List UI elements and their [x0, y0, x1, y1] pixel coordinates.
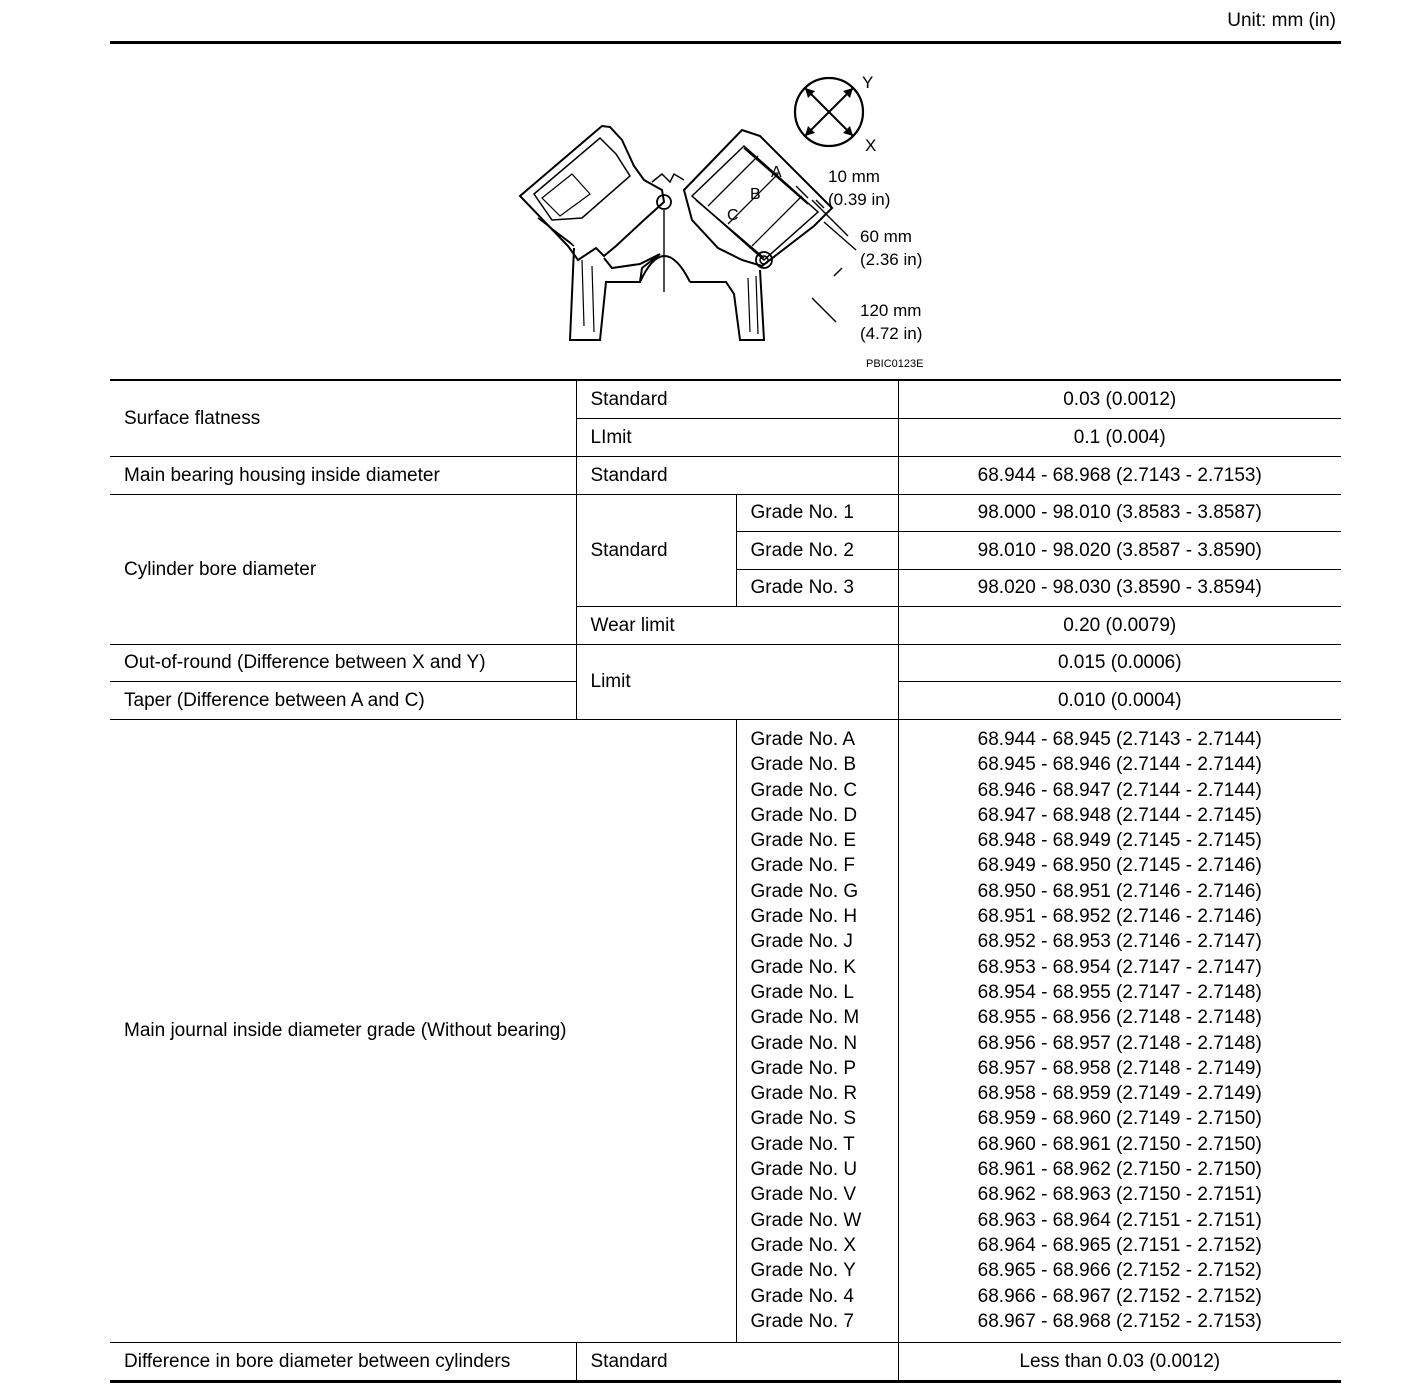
out-of-round-label: Out-of-round (Difference between X and Y)	[110, 645, 576, 682]
main-journal-grade: Grade No. G	[750, 880, 859, 902]
dim-60mm: 60 mm	[860, 227, 912, 246]
cylinder-bore-grade: Grade No. 2	[736, 532, 898, 570]
main-journal-grade: Grade No. N	[750, 1032, 858, 1054]
main-journal-grade: Grade No. Y	[750, 1260, 856, 1282]
main-journal-grade: Grade No. H	[750, 906, 858, 928]
table-row	[110, 495, 1341, 532]
wear-limit-value: 0.20 (0.0079)	[898, 607, 1341, 645]
main-journal-label: Main journal inside diameter grade (Without bearing)	[110, 720, 736, 1343]
main-journal-grade: Grade No. P	[750, 1057, 857, 1079]
main-journal-grade: Grade No. 4	[750, 1285, 854, 1307]
main-journal-grade-value: 68.964 - 68.965 (2.7151 - 2.7152)	[977, 1234, 1262, 1256]
cylinder-bore-grade-value: 98.020 - 98.030 (3.8590 - 3.8594)	[898, 570, 1341, 607]
main-journal-grade: Grade No. T	[750, 1133, 855, 1155]
main-journal-grade-value: 68.953 - 68.954 (2.7147 - 2.7147)	[977, 956, 1262, 978]
cylinder-bore-standard-label: Standard	[576, 495, 736, 607]
main-bearing-label: Main bearing housing inside diameter	[110, 457, 576, 495]
engine-block	[520, 126, 832, 340]
main-journal-grade-value: 68.949 - 68.950 (2.7145 - 2.7146)	[977, 855, 1262, 877]
figure-code: PBIC0123E	[866, 358, 924, 370]
point-a-label: A	[771, 164, 782, 181]
main-journal-grade-value: 68.944 - 68.945 (2.7143 - 2.7144)	[977, 729, 1262, 750]
limit-label: Limit	[576, 645, 898, 720]
main-journal-grade: Grade No. R	[750, 1083, 858, 1105]
dim-120mm: 120 mm	[860, 301, 922, 320]
table-row	[110, 1343, 1341, 1382]
main-journal-grade-value: 68.947 - 68.948 (2.7144 - 2.7145)	[977, 804, 1262, 826]
surface-flatness-limit-label: LImit	[576, 419, 898, 457]
table-row	[110, 457, 1341, 495]
main-journal-grade: Grade No. X	[750, 1234, 857, 1256]
main-journal-grade: Grade No. B	[750, 754, 857, 776]
cylinder-bore-grade: Grade No. 3	[736, 570, 898, 607]
main-journal-grade: Grade No. 7	[750, 1310, 854, 1332]
main-journal-grade-value: 68.965 - 68.966 (2.7152 - 2.7152)	[977, 1260, 1262, 1282]
main-journal-grade-value: 68.960 - 68.961 (2.7150 - 2.7150)	[977, 1133, 1262, 1155]
main-journal-grade-value: 68.963 - 68.964 (2.7151 - 2.7151)	[977, 1209, 1262, 1231]
cylinder-bore-grade-value: 98.000 - 98.010 (3.8583 - 3.8587)	[898, 495, 1341, 532]
main-journal-grade: Grade No. M	[750, 1007, 860, 1029]
main-journal-grade: Grade No. U	[750, 1159, 858, 1181]
surface-flatness-standard-label: Standard	[576, 380, 898, 419]
main-journal-grade-value: 68.946 - 68.947 (2.7144 - 2.7144)	[977, 779, 1262, 801]
main-journal-grade: Grade No. E	[750, 830, 857, 852]
dim-10mm-in: (0.39 in)	[828, 190, 891, 209]
main-journal-grade: Grade No. F	[750, 855, 856, 877]
main-journal-grade: Grade No. D	[750, 804, 858, 826]
out-of-round-value: 0.015 (0.0006)	[898, 645, 1341, 682]
main-journal-grade-value: 68.967 - 68.968 (2.7152 - 2.7153)	[977, 1310, 1262, 1332]
main-journal-grade-value: 68.945 - 68.946 (2.7144 - 2.7144)	[977, 754, 1262, 776]
main-journal-grade-value: 68.957 - 68.958 (2.7148 - 2.7149)	[977, 1057, 1262, 1079]
taper-label: Taper (Difference between A and C)	[110, 682, 576, 720]
bore-difference-label: Difference in bore diameter between cylinders	[110, 1343, 576, 1382]
bore-difference-standard-label: Standard	[576, 1343, 898, 1382]
main-journal-grade-value: 68.966 - 68.967 (2.7152 - 2.7152)	[977, 1285, 1262, 1307]
main-journal-grade-value: 68.961 - 68.962 (2.7150 - 2.7150)	[977, 1159, 1262, 1181]
dim-10mm: 10 mm	[828, 167, 880, 186]
main-journal-grade: Grade No. W	[750, 1209, 862, 1231]
table-row	[110, 645, 1341, 682]
main-journal-grade-value: 68.952 - 68.953 (2.7146 - 2.7147)	[977, 931, 1262, 953]
surface-flatness-limit-value: 0.1 (0.004)	[898, 419, 1341, 457]
bore-difference-value: Less than 0.03 (0.0012)	[898, 1343, 1341, 1382]
xy-reference-circle	[795, 73, 876, 155]
main-journal-grade-value: 68.951 - 68.952 (2.7146 - 2.7146)	[977, 906, 1262, 928]
main-journal-grade-value: 68.950 - 68.951 (2.7146 - 2.7146)	[977, 880, 1262, 902]
main-journal-grade-value: 68.959 - 68.960 (2.7149 - 2.7150)	[977, 1108, 1262, 1130]
main-journal-grade-value: 68.958 - 68.959 (2.7149 - 2.7149)	[977, 1083, 1262, 1105]
main-journal-grade: Grade No. V	[750, 1184, 857, 1206]
dim-120mm-in: (4.72 in)	[860, 324, 923, 343]
wear-limit-label: Wear limit	[576, 607, 898, 645]
main-journal-values	[898, 720, 1341, 1343]
taper-value: 0.010 (0.0004)	[898, 682, 1341, 720]
main-journal-grade: Grade No. A	[750, 729, 856, 750]
axis-y-label: Y	[862, 73, 874, 92]
cylinder-bore-grade: Grade No. 1	[736, 495, 898, 532]
point-c-label: C	[727, 207, 739, 224]
main-bearing-value: 68.944 - 68.968 (2.7143 - 2.7153)	[898, 457, 1341, 495]
bore-measurement-points	[708, 156, 802, 246]
top-rule	[110, 41, 1341, 44]
main-journal-grade-value: 68.962 - 68.963 (2.7150 - 2.7151)	[977, 1184, 1262, 1206]
cylinder-bore-grade-value: 98.010 - 98.020 (3.8587 - 3.8590)	[898, 532, 1341, 570]
cylinder-block-illustration	[512, 70, 952, 375]
spec-table	[110, 379, 1341, 1383]
cylinder-bore-label: Cylinder bore diameter	[110, 495, 576, 645]
main-journal-grade: Grade No. K	[750, 956, 857, 978]
main-journal-grades	[736, 720, 898, 1343]
point-b-label: B	[750, 186, 761, 203]
axis-x-label: X	[865, 136, 877, 155]
main-journal-grade-value: 68.948 - 68.949 (2.7145 - 2.7145)	[977, 830, 1262, 852]
surface-flatness-standard-value: 0.03 (0.0012)	[898, 380, 1341, 419]
dim-60mm-in: (2.36 in)	[860, 250, 923, 269]
surface-flatness-label: Surface flatness	[110, 380, 576, 457]
table-row	[110, 720, 1341, 1343]
main-journal-grade-value: 68.955 - 68.956 (2.7148 - 2.7148)	[977, 1007, 1262, 1029]
main-bearing-standard-label: Standard	[576, 457, 898, 495]
main-journal-grade: Grade No. L	[750, 981, 854, 1003]
main-journal-grade: Grade No. C	[750, 779, 858, 801]
unit-label: Unit: mm (in)	[1227, 10, 1336, 31]
main-journal-grade: Grade No. S	[750, 1108, 857, 1130]
table-row	[110, 380, 1341, 419]
main-journal-grade-value: 68.956 - 68.957 (2.7148 - 2.7148)	[977, 1032, 1262, 1054]
main-journal-grade-value: 68.954 - 68.955 (2.7147 - 2.7148)	[977, 981, 1262, 1003]
main-journal-grade: Grade No. J	[750, 931, 853, 953]
